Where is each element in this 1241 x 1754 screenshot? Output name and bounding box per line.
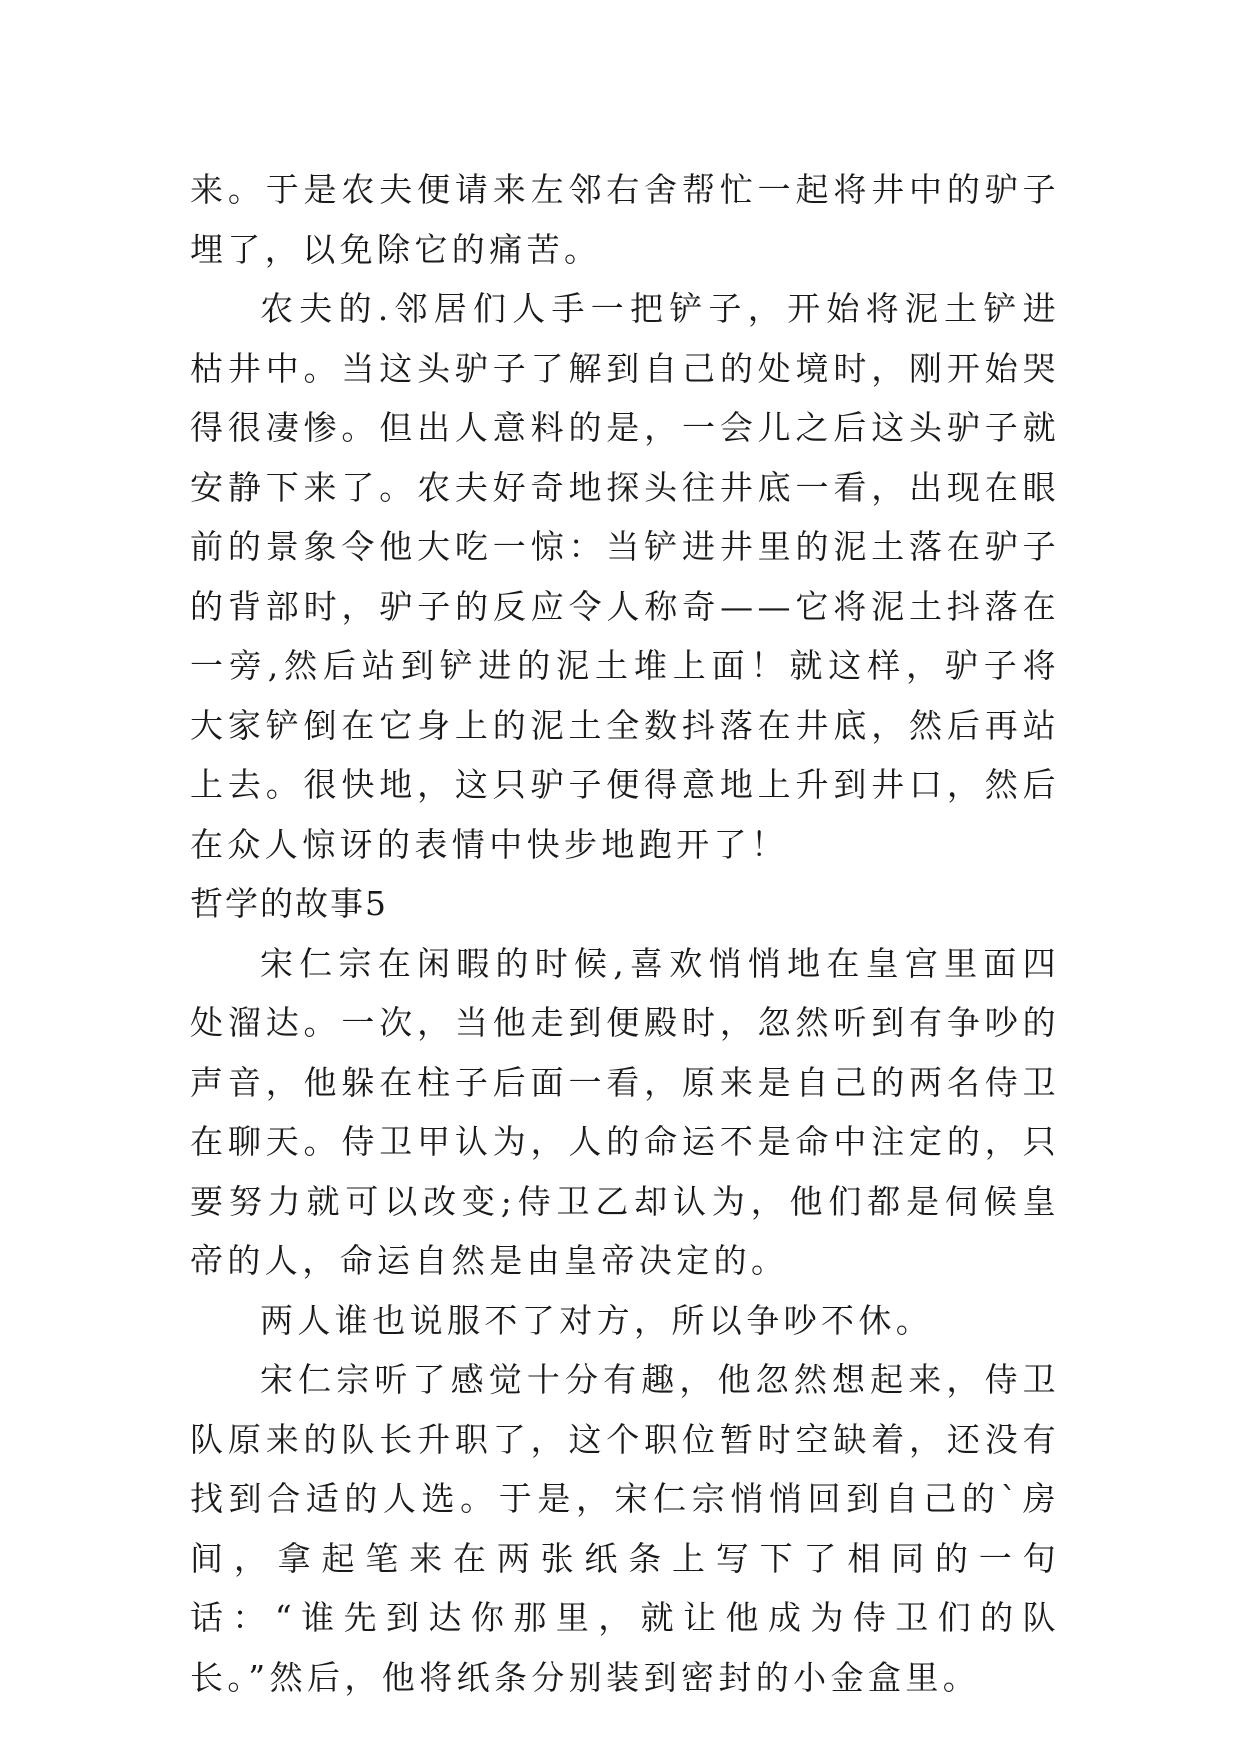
paragraph-1: 来。于是农夫便请来左邻右舍帮忙一起将井中的驴子埋了，以免除它的痛苦。 xyxy=(190,170,1060,269)
paragraph-4: 两人谁也说服不了对方，所以争吵不休。 xyxy=(260,1300,934,1340)
paragraph-3: 宋仁宗在闲暇的时候,喜欢悄悄地在皇宫里面四处溜达。一次，当他走到便殿时，忽然听到有争吵的声音，他躲在柱子后面一看，原来是自己的两名侍卫在聊天。侍卫甲认为，人的命运不是命中注定的，只要努力就可以改变;侍卫乙却认为，他们都是伺候皇帝的人，命运自然是由皇帝决定的。 xyxy=(190,943,1060,1280)
paragraph-5: 宋仁宗听了感觉十分有趣，他忽然想起来，侍卫队原来的队长升职了，这个职位暂时空缺着，还没有找到合适的人选。于是，宋仁宗悄悄回到自己的`房间，拿起笔来在两张纸条上写下了相同的一句话：“谁先到达你那里，就让他成为侍卫们的队长。”然后，他将纸条分别装到密封的小金盒里。 xyxy=(190,1360,1060,1697)
document-body xyxy=(190,160,1060,1707)
paragraph-2: 农夫的.邻居们人手一把铲子，开始将泥土铲进枯井中。当这头驴子了解到自己的处境时，刚开始哭得很凄惨。但出人意料的是，一会儿之后这头驴子就安静下来了。农夫好奇地探头往井底一看，出现在眼前的景象令他大吃一惊：当铲进井里的泥土落在驴子的背部时，驴子的反应令人称奇——它将泥土抖落在一旁,然后站到铲进的泥土堆上面！就这样，驴子将大家铲倒在它身上的泥土全数抖落在井底，然后再站上去。很快地，这只驴子便得意地上升到井口，然后在众人惊讶的表情中快步地跑开了！ xyxy=(190,289,1060,864)
section-heading: 哲学的故事5 xyxy=(190,884,388,923)
